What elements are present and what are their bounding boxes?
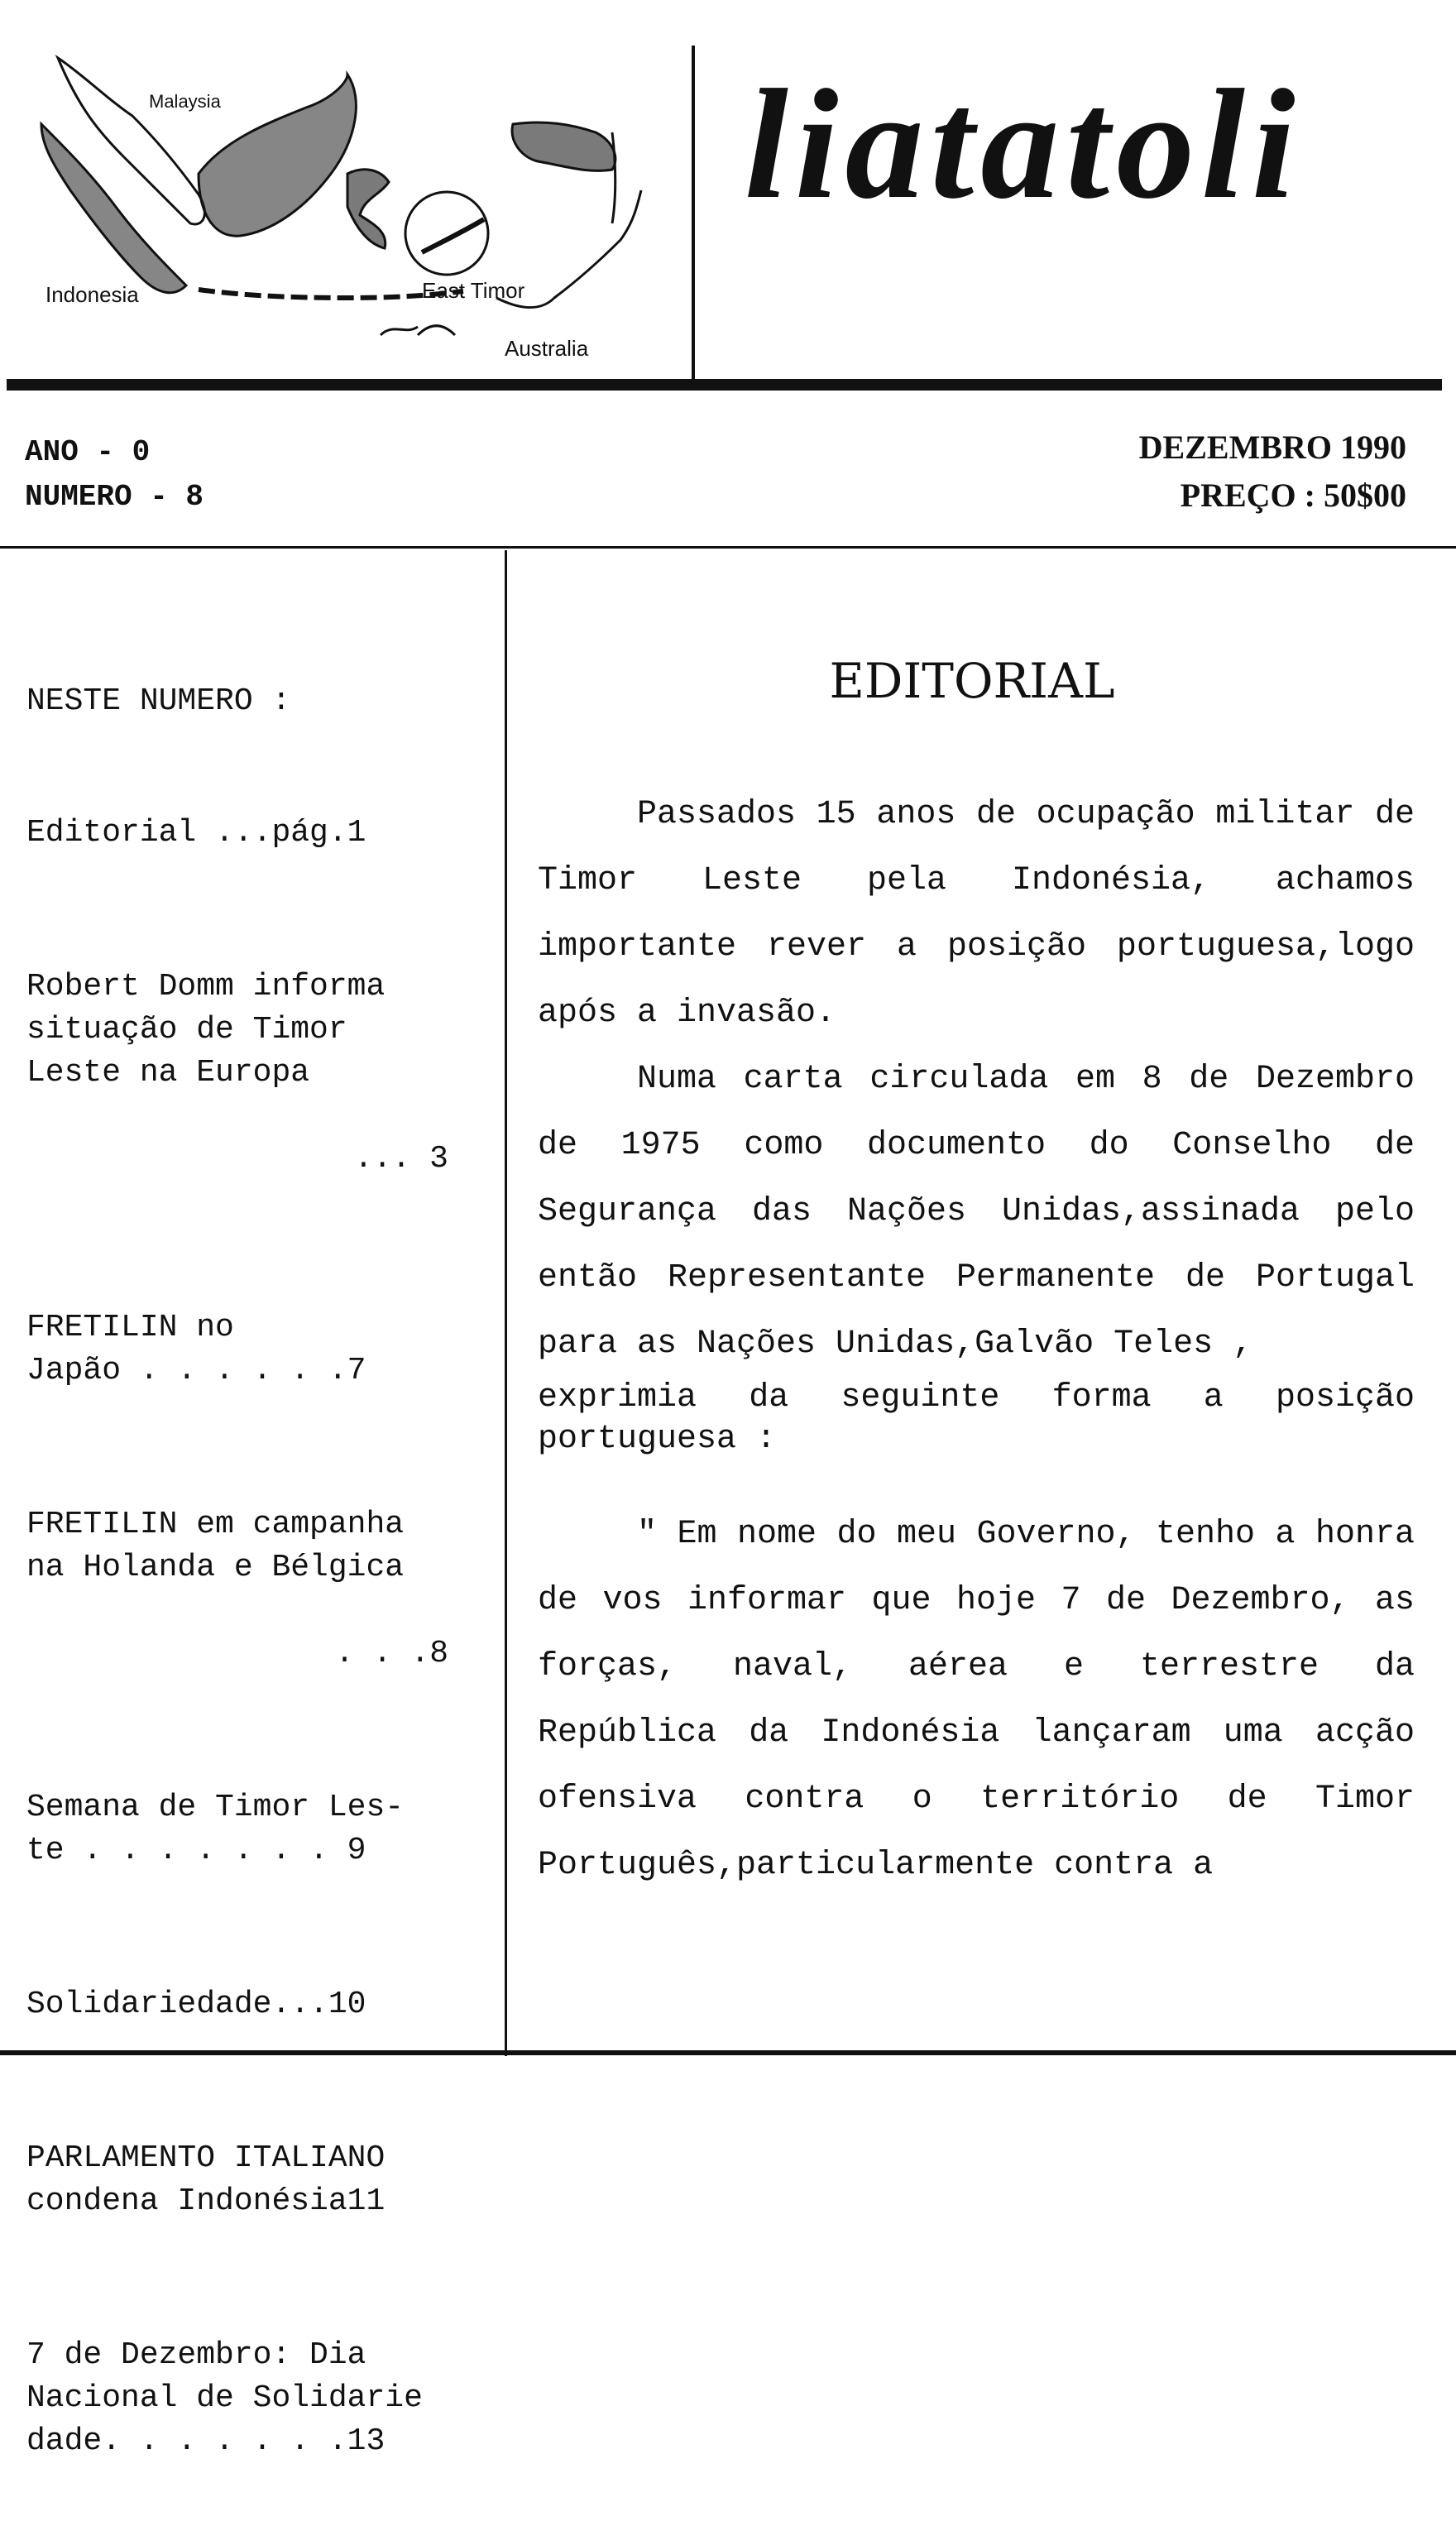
australia-coast bbox=[418, 190, 641, 335]
contents-item-title: Semana de Timor Les- te . . . . . . . 9 bbox=[26, 1790, 405, 1868]
contents-item-title: Robert Domm informa situação de Timor Leste na Europa bbox=[26, 969, 386, 1091]
header-rule bbox=[0, 546, 1456, 549]
editorial-paragraph: Passados 15 anos de ocupação militar de Timor Leste pela Indonésia, achamos importante rever a posição portuguesa,logo após a invasão. bbox=[538, 796, 1415, 1032]
masthead-divider bbox=[692, 46, 695, 383]
map-label-indonesia: Indonesia bbox=[46, 282, 139, 307]
table-of-contents bbox=[26, 680, 490, 2531]
map-label-australia: Australia bbox=[505, 336, 589, 361]
editorial-quote: " Em nome do meu Governo, tenho a honra de vos informar que hoje 7 de Dezembro, as forças, naval, aérea e terrestre da República da Indonésia lançaram uma acção ofensiva contra o território de Timor Português,particularmente contra a bbox=[538, 1516, 1415, 1884]
editorial-paragraph-continued: exprimia da seguinte forma a posição portuguesa : bbox=[538, 1379, 1415, 1458]
date-price-block bbox=[1139, 424, 1406, 520]
contents-item-title: PARLAMENTO ITALIANO condena Indonésia11 bbox=[26, 2140, 386, 2219]
contents-item-title: 7 de Dezembro: Dia Nacional de Solidarie dade. . . . . . .13 bbox=[26, 2337, 423, 2459]
newspaper-title: liatatoli bbox=[745, 58, 1302, 232]
contents-item-title: Solidariedade...10 bbox=[26, 1987, 366, 2022]
contents-heading: NESTE NUMERO : bbox=[26, 683, 291, 719]
contents-item bbox=[26, 1743, 490, 1915]
issue-year: ANO - 0 bbox=[25, 435, 151, 469]
contents-item bbox=[26, 2094, 490, 2266]
footer-rule bbox=[0, 2050, 1456, 2055]
column-divider bbox=[505, 550, 507, 2056]
contents-item bbox=[26, 1263, 490, 1436]
contents-item bbox=[26, 1460, 490, 1718]
contents-item bbox=[26, 923, 490, 1224]
contents-item-page: . . .8 bbox=[335, 1636, 448, 1671]
contents-item bbox=[26, 769, 490, 898]
issue-number: NUMERO - 8 bbox=[25, 480, 204, 514]
contents-item-title: FRETILIN no Japão . . . . . .7 bbox=[26, 1310, 366, 1388]
wave-mark bbox=[381, 327, 418, 335]
timor-highlight-circle bbox=[405, 192, 488, 275]
timor-island bbox=[422, 219, 484, 252]
issue-price: PREÇO : 50$00 bbox=[1180, 477, 1406, 514]
editorial-body bbox=[538, 782, 1415, 1899]
editorial-heading: EDITORIAL bbox=[829, 653, 1115, 709]
issue-info bbox=[25, 430, 204, 520]
new-guinea-tail bbox=[612, 132, 615, 223]
map-label-malaysia: Malaysia bbox=[149, 91, 221, 112]
contents-item-title: FRETILIN em campanha na Holanda e Bélgica bbox=[26, 1507, 405, 1585]
contents-item-page: ... 3 bbox=[353, 1141, 448, 1177]
new-guinea-shape bbox=[512, 122, 615, 170]
borneo-shape bbox=[199, 74, 356, 236]
contents-item-title: Editorial ...pág.1 bbox=[26, 815, 366, 851]
map-label-east-timor: East Timor bbox=[422, 278, 525, 303]
region-map bbox=[33, 50, 645, 364]
issue-date: DEZEMBRO 1990 bbox=[1138, 429, 1406, 466]
sulawesi-shape bbox=[347, 170, 389, 248]
masthead-rule bbox=[7, 379, 1442, 391]
contents-item bbox=[26, 2291, 490, 2506]
editorial-paragraph: Numa carta circulada em 8 de Dezembro de 1975 como documento do Conselho de Segurança das Nações Unidas,assinada pelo então Representante Permanente de Portugal para as Nações Unidas,Galvão Teles , bbox=[538, 1061, 1415, 1363]
